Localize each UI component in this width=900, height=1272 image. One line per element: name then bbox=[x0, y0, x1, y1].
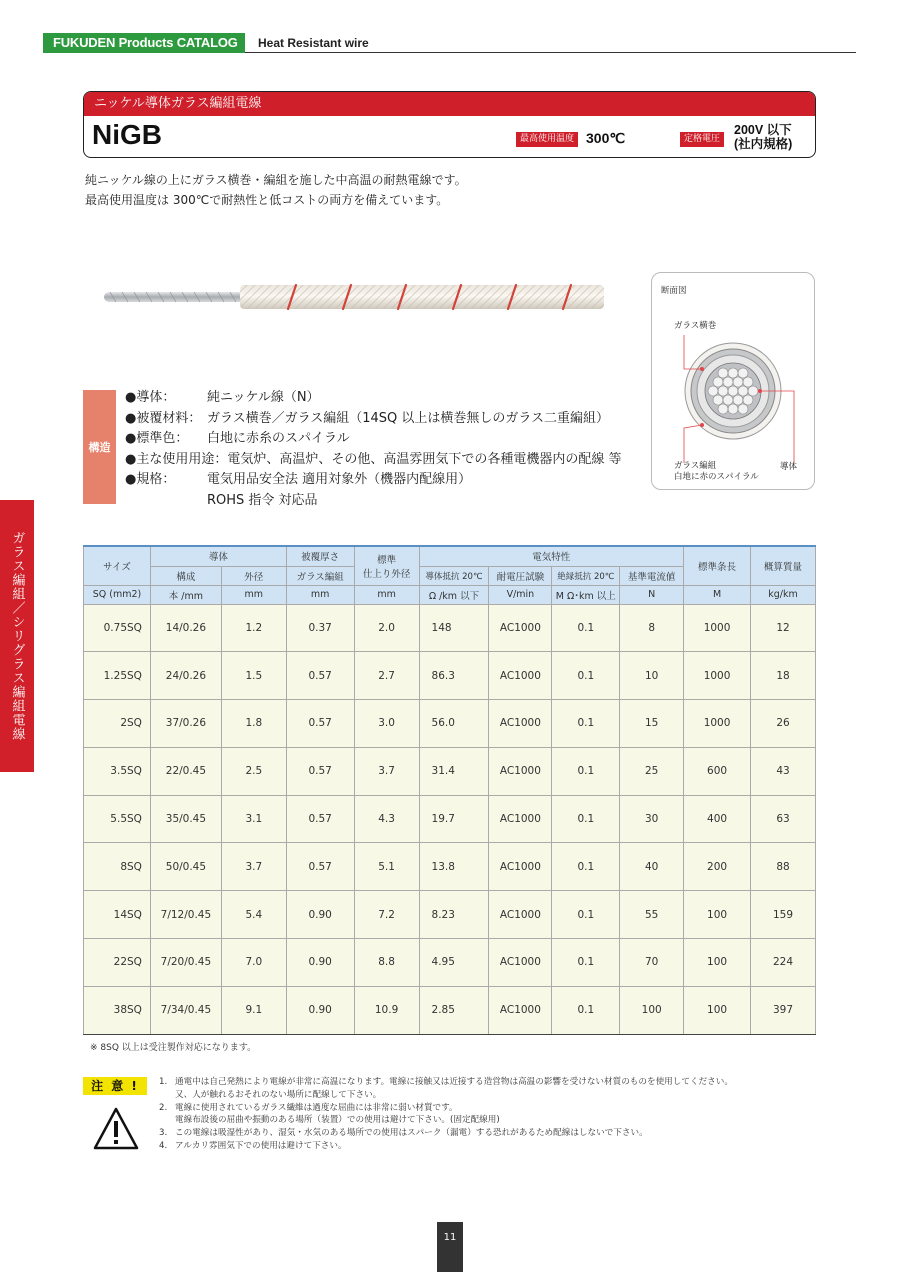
table-cell: 8SQ bbox=[84, 843, 151, 891]
structure-value: 純ニッケル線（N） bbox=[207, 390, 320, 405]
table-cell: 38SQ bbox=[84, 986, 151, 1034]
category-label: Heat Resistant wire bbox=[258, 36, 369, 50]
table-cell: 10.9 bbox=[354, 986, 419, 1034]
caution-line bbox=[159, 1127, 733, 1140]
unit-cell: V/min bbox=[489, 585, 552, 604]
caution-text: 又、人が触れるおそれのない場所に配線して下さい。 bbox=[175, 1089, 382, 1100]
unit-cell: M Ω･km 以上 bbox=[552, 585, 620, 604]
rated-voltage-value bbox=[734, 123, 792, 151]
structure-key: ●標準色： bbox=[125, 431, 189, 446]
table-cell: 70 bbox=[620, 939, 684, 987]
table-cell: 24/0.26 bbox=[150, 652, 221, 700]
unit-cell: SQ (mm2) bbox=[84, 585, 151, 604]
table-cell: 0.1 bbox=[552, 986, 620, 1034]
table-cell: AC1000 bbox=[489, 700, 552, 748]
label-glass-braid bbox=[674, 461, 759, 483]
table-cell: 0.37 bbox=[286, 604, 354, 652]
table-cell: 5.5SQ bbox=[84, 795, 151, 843]
structure-row bbox=[125, 491, 621, 512]
table-cell: 0.75SQ bbox=[84, 604, 151, 652]
caution-line bbox=[159, 1076, 733, 1089]
table-cell: 14SQ bbox=[84, 891, 151, 939]
structure-row bbox=[125, 409, 621, 430]
table-row bbox=[84, 843, 816, 891]
table-row bbox=[84, 604, 816, 652]
table-cell: 2.5 bbox=[221, 747, 286, 795]
table-cell: 7/12/0.45 bbox=[150, 891, 221, 939]
table-unit-row bbox=[84, 585, 816, 604]
unit-cell: Ω /km 以下 bbox=[419, 585, 489, 604]
table-cell: 2SQ bbox=[84, 700, 151, 748]
table-cell: 0.57 bbox=[286, 747, 354, 795]
brand-label: FUKUDEN Products CATALOG bbox=[43, 33, 245, 53]
structure-row bbox=[125, 450, 621, 471]
structure-row bbox=[125, 388, 621, 409]
table-cell: 7/34/0.45 bbox=[150, 986, 221, 1034]
structure-key: ●被覆材料： bbox=[125, 410, 202, 426]
caution-number: 4. bbox=[159, 1140, 168, 1151]
table-cell: 397 bbox=[751, 986, 816, 1034]
table-cell: 86.3 bbox=[419, 652, 489, 700]
table-cell: 10 bbox=[620, 652, 684, 700]
unit-cell: M bbox=[684, 585, 751, 604]
table-cell: AC1000 bbox=[489, 795, 552, 843]
header-finish bbox=[354, 546, 419, 585]
structure-value: ROHS 指令 対応品 bbox=[207, 492, 318, 508]
header-braid: ガラス編組 bbox=[286, 566, 354, 585]
table-cell: AC1000 bbox=[489, 843, 552, 891]
table-cell: 0.1 bbox=[552, 604, 620, 652]
header-length: 標準条長 bbox=[684, 546, 751, 585]
header-insulation: 絶縁抵抗 20℃ bbox=[552, 566, 620, 585]
unit-cell: mm bbox=[221, 585, 286, 604]
side-category-tab: ガラス編組／シリグラス編組電線 bbox=[0, 500, 34, 772]
table-cell: 35/0.45 bbox=[150, 795, 221, 843]
table-cell: 88 bbox=[751, 843, 816, 891]
table-cell: 100 bbox=[684, 986, 751, 1034]
caution-text: 電線布設後の屈曲や振動のある場所（装置）での使用は避けて下さい。(固定配線用) bbox=[175, 1115, 500, 1126]
table-cell: 100 bbox=[684, 891, 751, 939]
table-cell: 1.8 bbox=[221, 700, 286, 748]
cross-section-panel bbox=[651, 272, 815, 490]
table-cell: 0.57 bbox=[286, 843, 354, 891]
caution-text: この電線は吸湿性があり、湿気・水気のある場所での使用はスパーク（漏電）する恐れがあるため配線はしないで下さい。 bbox=[175, 1128, 648, 1139]
caution-line bbox=[159, 1114, 733, 1127]
table-cell: 2.85 bbox=[419, 986, 489, 1034]
table-cell: 0.1 bbox=[552, 747, 620, 795]
table-cell: AC1000 bbox=[489, 986, 552, 1034]
table-cell: 43 bbox=[751, 747, 816, 795]
caution-text: 電線に使用されているガラス繊維は過度な屈曲には非常に弱い材質です。 bbox=[175, 1102, 458, 1113]
table-cell: 4.3 bbox=[354, 795, 419, 843]
table-cell: 3.0 bbox=[354, 700, 419, 748]
table-cell: AC1000 bbox=[489, 652, 552, 700]
header-electrical: 電気特性 bbox=[419, 546, 684, 566]
table-cell: 0.90 bbox=[286, 891, 354, 939]
footnote: ※ 8SQ 以上は受注製作対応になります。 bbox=[90, 1043, 257, 1053]
table-cell: 0.90 bbox=[286, 986, 354, 1034]
header-covering: 被覆厚さ bbox=[286, 546, 354, 566]
intro-line-2: 最高使用温度は 300℃で耐熱性と低コストの両方を備えています。 bbox=[85, 193, 449, 207]
table-cell: 7.0 bbox=[221, 939, 286, 987]
table-cell: 56.0 bbox=[419, 700, 489, 748]
spec-table bbox=[83, 545, 816, 1035]
unit-cell: mm bbox=[354, 585, 419, 604]
header-size: サイズ bbox=[84, 546, 151, 585]
table-cell: 0.57 bbox=[286, 700, 354, 748]
table-cell: 40 bbox=[620, 843, 684, 891]
header-finish-line-2: 仕上り外径 bbox=[362, 568, 411, 580]
table-cell: 3.1 bbox=[221, 795, 286, 843]
table-cell: 13.8 bbox=[419, 843, 489, 891]
table-row bbox=[84, 747, 816, 795]
table-cell: 55 bbox=[620, 891, 684, 939]
caution-label: 注 意 ! bbox=[83, 1077, 147, 1095]
structure-value: 電気用品安全法 適用対象外（機器内配線用） bbox=[207, 472, 472, 487]
unit-cell: kg/km bbox=[751, 585, 816, 604]
table-cell: 400 bbox=[684, 795, 751, 843]
header-resistance: 導体抵抗 20℃ bbox=[419, 566, 489, 585]
table-cell: 3.7 bbox=[354, 747, 419, 795]
table-cell: 0.1 bbox=[552, 939, 620, 987]
table-cell: 3.5SQ bbox=[84, 747, 151, 795]
table-cell: AC1000 bbox=[489, 604, 552, 652]
structure-value: ガラス横巻／ガラス編組（14SQ 以上は横巻無しのガラス二重編組） bbox=[207, 410, 609, 426]
caution-number: 2. bbox=[159, 1102, 168, 1113]
table-cell: 5.1 bbox=[354, 843, 419, 891]
table-row bbox=[84, 939, 816, 987]
structure-key: ●導体： bbox=[125, 390, 176, 405]
table-cell: 7.2 bbox=[354, 891, 419, 939]
table-row bbox=[84, 700, 816, 748]
caution-line bbox=[159, 1102, 733, 1115]
product-title-box bbox=[83, 91, 816, 158]
table-cell: AC1000 bbox=[489, 747, 552, 795]
max-temp-label: 最高使用温度 bbox=[516, 132, 578, 147]
structure-tab: 構造 bbox=[83, 390, 116, 504]
structure-key: ●規格： bbox=[125, 472, 176, 487]
table-row bbox=[84, 795, 816, 843]
table-cell: 1000 bbox=[684, 652, 751, 700]
table-cell: 148 bbox=[419, 604, 489, 652]
table-cell: 159 bbox=[751, 891, 816, 939]
structure-row bbox=[125, 470, 621, 491]
table-cell: 0.1 bbox=[552, 700, 620, 748]
header-finish-line-1: 標準 bbox=[377, 554, 397, 566]
structure-value: 白地に赤糸のスパイラル bbox=[207, 431, 350, 446]
header-composition: 構成 bbox=[150, 566, 221, 585]
label-glass-braid-line-2: 白地に赤のスパイラル bbox=[674, 472, 759, 482]
table-cell: 8.23 bbox=[419, 891, 489, 939]
table-cell: 26 bbox=[751, 700, 816, 748]
table-cell: 9.1 bbox=[221, 986, 286, 1034]
table-cell: 1.5 bbox=[221, 652, 286, 700]
rated-voltage-line-2: (社内規格) bbox=[734, 137, 793, 151]
table-cell: 18 bbox=[751, 652, 816, 700]
unit-cell: N bbox=[620, 585, 684, 604]
caution-list bbox=[159, 1076, 733, 1153]
table-cell: 8 bbox=[620, 604, 684, 652]
table-cell: 12 bbox=[751, 604, 816, 652]
table-cell: 3.7 bbox=[221, 843, 286, 891]
cross-section-title: 断面図 bbox=[661, 286, 687, 296]
table-cell: 0.1 bbox=[552, 891, 620, 939]
product-model: NiGB bbox=[92, 119, 162, 150]
table-cell: 22SQ bbox=[84, 939, 151, 987]
table-cell: 600 bbox=[684, 747, 751, 795]
structure-key: ●主な使用用途： bbox=[125, 451, 228, 467]
label-conductor: 導体 bbox=[780, 462, 798, 472]
label-glass-braid-line-1: ガラス編組 bbox=[674, 461, 717, 471]
table-cell: AC1000 bbox=[489, 939, 552, 987]
structure-list bbox=[125, 388, 621, 511]
table-cell: 0.1 bbox=[552, 843, 620, 891]
header-weight: 概算質量 bbox=[751, 546, 816, 585]
label-glass-wrap: ガラス横巻 bbox=[674, 321, 717, 331]
warning-icon bbox=[93, 1106, 139, 1152]
table-cell: 25 bbox=[620, 747, 684, 795]
table-cell: 22/0.45 bbox=[150, 747, 221, 795]
table-cell: 100 bbox=[684, 939, 751, 987]
table-row bbox=[84, 891, 816, 939]
table-cell: 0.90 bbox=[286, 939, 354, 987]
header-conductor: 導体 bbox=[150, 546, 286, 566]
rated-voltage-line-1: 200V 以下 bbox=[734, 123, 792, 137]
table-cell: 15 bbox=[620, 700, 684, 748]
catalog-header bbox=[43, 33, 856, 53]
table-cell: AC1000 bbox=[489, 891, 552, 939]
table-cell: 0.57 bbox=[286, 652, 354, 700]
table-cell: 2.7 bbox=[354, 652, 419, 700]
table-cell: 200 bbox=[684, 843, 751, 891]
table-cell: 1000 bbox=[684, 604, 751, 652]
product-subtitle: ニッケル導体ガラス編組電線 bbox=[84, 92, 815, 116]
table-cell: 1.2 bbox=[221, 604, 286, 652]
unit-cell: 本 /mm bbox=[150, 585, 221, 604]
page-number: 11 bbox=[437, 1222, 463, 1272]
table-cell: 8.8 bbox=[354, 939, 419, 987]
table-cell: 0.1 bbox=[552, 795, 620, 843]
caution-number: 3. bbox=[159, 1128, 168, 1139]
caution-line bbox=[159, 1140, 733, 1153]
caution-line bbox=[159, 1089, 733, 1102]
table-header-row bbox=[84, 546, 816, 566]
table-cell: 0.1 bbox=[552, 652, 620, 700]
wire-photo bbox=[100, 280, 610, 320]
table-cell: 224 bbox=[751, 939, 816, 987]
table-cell: 5.4 bbox=[221, 891, 286, 939]
header-current: 基準電流値 bbox=[620, 566, 684, 585]
table-cell: 4.95 bbox=[419, 939, 489, 987]
table-cell: 19.7 bbox=[419, 795, 489, 843]
structure-value: 電気炉、高温炉、その他、高温雰囲気下での各種電機器内の配線 等 bbox=[227, 451, 622, 467]
table-cell: 2.0 bbox=[354, 604, 419, 652]
table-cell: 100 bbox=[620, 986, 684, 1034]
caution-text: アルカリ雰囲気下での使用は避けて下さい。 bbox=[175, 1140, 347, 1151]
intro-text bbox=[85, 170, 467, 210]
caution-text: 通電中は自己発熱により電線が非常に高温になります。電線に接触又は近接する造営物は高温の影響を受けない材質のものを使用してください。 bbox=[175, 1077, 733, 1087]
header-withstand: 耐電圧試験 bbox=[489, 566, 552, 585]
table-cell: 50/0.45 bbox=[150, 843, 221, 891]
structure-row bbox=[125, 429, 621, 450]
table-row bbox=[84, 986, 816, 1034]
table-cell: 31.4 bbox=[419, 747, 489, 795]
table-cell: 7/20/0.45 bbox=[150, 939, 221, 987]
table-row bbox=[84, 652, 816, 700]
intro-line-1: 純ニッケル線の上にガラス横巻・編組を施した中高温の耐熱電線です。 bbox=[85, 173, 467, 187]
header-outer: 外径 bbox=[221, 566, 286, 585]
cross-section-diagram bbox=[652, 273, 816, 491]
table-cell: 1000 bbox=[684, 700, 751, 748]
table-cell: 14/0.26 bbox=[150, 604, 221, 652]
table-cell: 63 bbox=[751, 795, 816, 843]
max-temp-value: 300℃ bbox=[586, 130, 626, 146]
table-cell: 37/0.26 bbox=[150, 700, 221, 748]
rated-voltage-label: 定格電圧 bbox=[680, 132, 724, 147]
table-cell: 30 bbox=[620, 795, 684, 843]
spec-table-body bbox=[84, 604, 816, 1034]
table-cell: 1.25SQ bbox=[84, 652, 151, 700]
table-cell: 0.57 bbox=[286, 795, 354, 843]
unit-cell: mm bbox=[286, 585, 354, 604]
caution-number: 1. bbox=[159, 1077, 168, 1087]
